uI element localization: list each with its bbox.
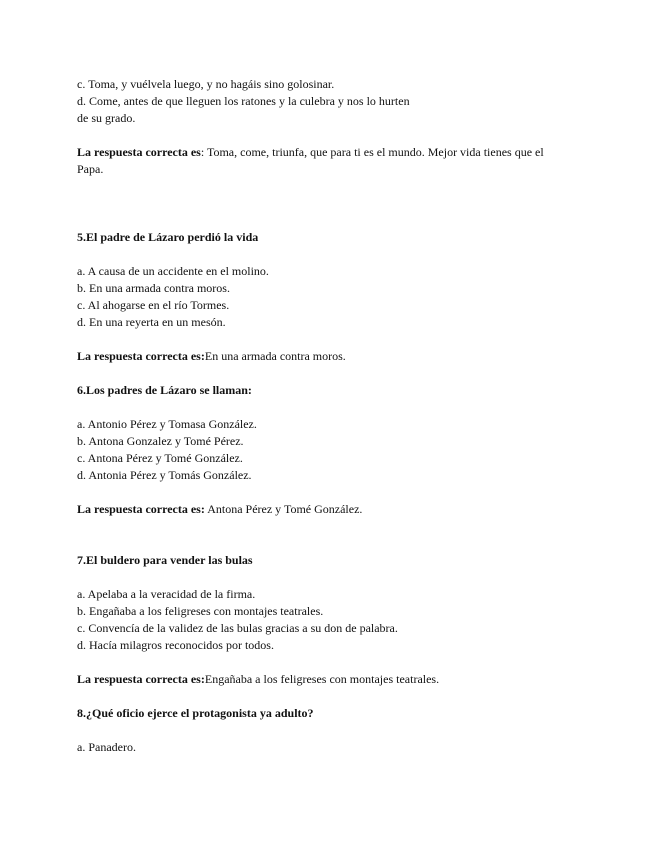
- option-d: d. Hacía milagros reconocidos por todos.: [77, 638, 274, 652]
- intro-options: [77, 76, 587, 127]
- option-d-continued: de su grado.: [77, 111, 136, 125]
- question-title: 5.El padre de Lázaro perdió la vida: [77, 230, 259, 244]
- answer-text-continued: Papa.: [77, 162, 104, 176]
- option-c: c. Toma, y vuélvela luego, y no hagáis sino golosinar.: [77, 77, 335, 91]
- question-7: [77, 552, 587, 688]
- answer-label: La respuesta correcta es:: [77, 349, 205, 363]
- option-c: c. Al ahogarse en el río Tormes.: [77, 298, 230, 312]
- answer-label: La respuesta correcta es:: [77, 502, 205, 516]
- option-d: d. Antonia Pérez y Tomás González.: [77, 468, 252, 482]
- answer-text: Engañaba a los feligreses con montajes teatrales.: [204, 672, 440, 686]
- answer-label: La respuesta correcta es: [77, 145, 201, 159]
- question-title: 8.¿Qué oficio ejerce el protagonista ya adulto?: [77, 706, 314, 720]
- question-title: 7.El buldero para vender las bulas: [77, 553, 253, 567]
- option-a: a. A causa de un accidente en el molino.: [77, 264, 269, 278]
- option-b: b. Antona Gonzalez y Tomé Pérez.: [77, 434, 244, 448]
- answer-text: En una armada contra moros.: [204, 349, 346, 363]
- answer-label: La respuesta correcta es:: [77, 672, 205, 686]
- option-a: a. Antonio Pérez y Tomasa González.: [77, 417, 257, 431]
- question-title: 6.Los padres de Lázaro se llaman:: [77, 383, 252, 397]
- question-5: [77, 229, 587, 365]
- document-page: [77, 76, 587, 756]
- question-8: [77, 705, 587, 756]
- answer-text: : Toma, come, triunfa, que para ti es el mundo. Mejor vida tienes que el: [200, 145, 544, 159]
- intro-answer: [77, 144, 587, 178]
- option-c: c. Convencía de la validez de las bulas gracias a su don de palabra.: [77, 621, 398, 635]
- option-a: a. Panadero.: [77, 740, 136, 754]
- option-d: d. Come, antes de que lleguen los ratones y la culebra y nos lo hurten: [77, 94, 410, 108]
- option-a: a. Apelaba a la veracidad de la firma.: [77, 587, 256, 601]
- option-d: d. En una reyerta en un mesón.: [77, 315, 226, 329]
- option-c: c. Antona Pérez y Tomé González.: [77, 451, 243, 465]
- question-6: [77, 382, 587, 518]
- option-b: b. Engañaba a los feligreses con montajes teatrales.: [77, 604, 324, 618]
- option-b: b. En una armada contra moros.: [77, 281, 230, 295]
- answer-text: Antona Pérez y Tomé González.: [204, 502, 363, 516]
